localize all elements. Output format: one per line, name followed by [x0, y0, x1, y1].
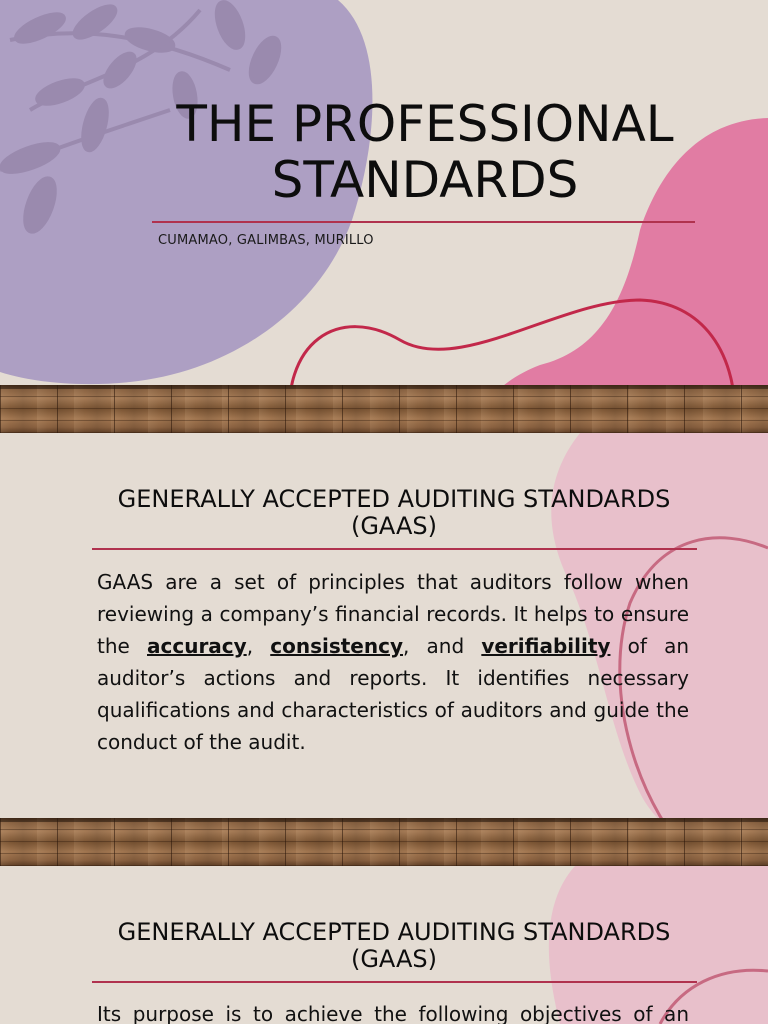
- heading-underline: [92, 981, 697, 983]
- slide2-body: [97, 566, 689, 758]
- heading-underline: [92, 548, 697, 550]
- slide3-body: [97, 998, 689, 1024]
- heading-line-1: GENERALLY ACCEPTED AUDITING STANDARDS: [117, 918, 671, 946]
- title-line-1: THE PROFESSIONAL: [176, 95, 674, 153]
- wood-floor: [0, 385, 768, 433]
- heading-line-2: (GAAS): [350, 511, 438, 540]
- body-text-part-2: of an auditor’s actions and reports. It identifies necessary qualifications and characteristics of auditors and guide the conduct of the audit.: [97, 634, 689, 754]
- separator-2: , and: [403, 634, 482, 658]
- heading-line-1: GENERALLY ACCEPTED AUDITING STANDARDS: [117, 485, 671, 513]
- body-text-part-1: Its purpose is to achieve the following objectives of an: [97, 1002, 689, 1024]
- slide1-background-shapes: [0, 0, 768, 433]
- slide-gaas-definition: [0, 433, 768, 866]
- body-text-part-1: GAAS are a set of principles that auditors follow when reviewing a company’s financial records. It helps to ensure the: [97, 570, 689, 658]
- slide3-heading: [80, 919, 708, 973]
- title-underline: [152, 221, 695, 223]
- slide2-heading: [80, 486, 708, 540]
- keyword-consistency: consistency: [270, 634, 403, 658]
- slide-gaas-objectives: [0, 866, 768, 1024]
- keyword-accuracy: accuracy: [147, 634, 247, 658]
- keyword-verifiability: verifiability: [481, 634, 611, 658]
- slide1-title: [150, 96, 700, 208]
- wood-floor: [0, 818, 768, 866]
- separator-1: ,: [246, 634, 271, 658]
- authors: CUMAMAO, GALIMBAS, MURILLO: [158, 233, 374, 248]
- title-line-2: STANDARDS: [271, 151, 579, 209]
- heading-line-2: (GAAS): [350, 944, 438, 973]
- slide-title: [0, 0, 768, 433]
